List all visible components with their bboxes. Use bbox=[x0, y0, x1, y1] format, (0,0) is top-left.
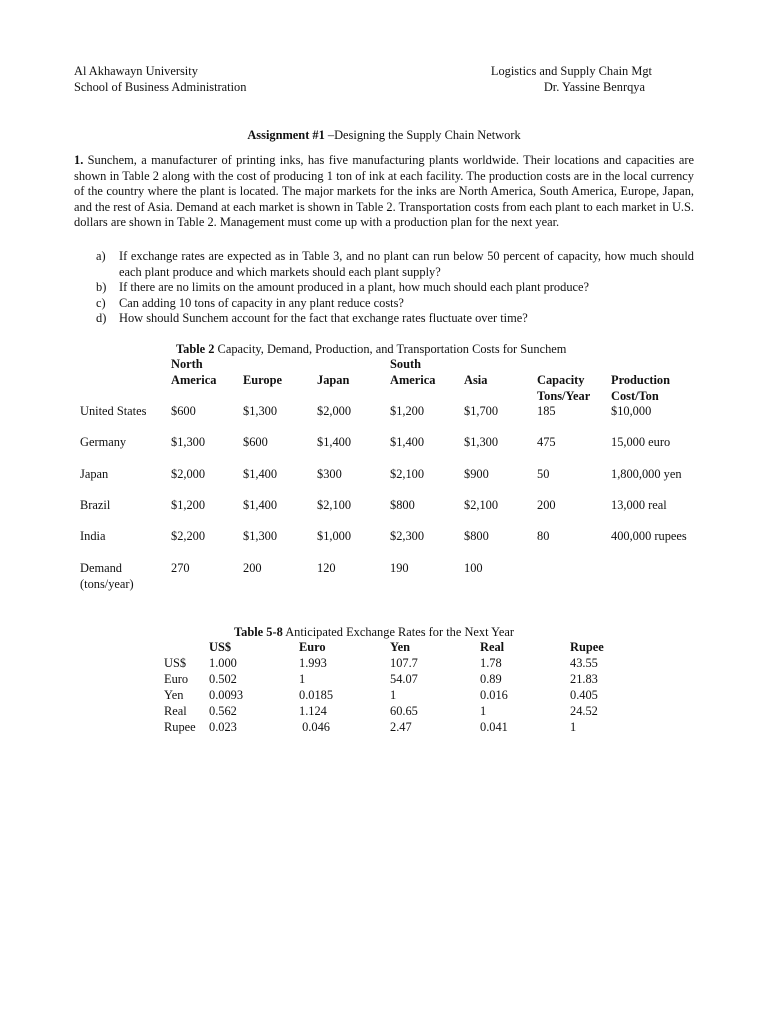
table-cell: $2,000 bbox=[317, 404, 352, 418]
table-cell: 0.405 bbox=[570, 688, 598, 702]
table-cell: 1 bbox=[480, 704, 487, 718]
item-text: How should Sunchem account for the fact that exchange rates fluctuate over time? bbox=[119, 311, 528, 325]
item-label: c) bbox=[96, 295, 106, 310]
header-line: Production bbox=[611, 373, 670, 387]
item-label: a) bbox=[96, 249, 106, 263]
table-cell: 43.55 bbox=[570, 656, 598, 670]
list-item bbox=[96, 311, 694, 327]
table-cell: $300 bbox=[317, 467, 342, 481]
table-cell: $2,100 bbox=[390, 467, 425, 481]
item-label: b) bbox=[96, 280, 107, 294]
row-label: Rupee bbox=[164, 720, 196, 734]
table-cell: $1,300 bbox=[243, 529, 278, 543]
table2-caption bbox=[176, 342, 566, 358]
table3-caption-text: Anticipated Exchange Rates for the Next Year bbox=[282, 625, 515, 639]
table-cell: $1,000 bbox=[317, 529, 352, 543]
table-cell: 24.52 bbox=[570, 704, 598, 718]
school-name: School of Business Administration bbox=[74, 79, 247, 94]
item-text: If there are no limits on the amount produced in a plant, how much should each plant produce? bbox=[119, 280, 590, 294]
table-cell: $800 bbox=[390, 498, 415, 512]
table-cell: 1 bbox=[390, 688, 397, 702]
table-cell: $600 bbox=[243, 435, 268, 449]
question-text: Sunchem, a manufacturer of printing inks, has five manufacturing plants worldwide. Their locations and capacities are shown in Table 2 along with the cost of producing 1 ton of ink at each facility. The production costs are in the local currency of the country where the plant is located. The major markets for the inks are North America, South America, Europe, Japan, and the rest of Asia. Demand at each market is shown in Table 2. Transportation costs from each plant to each market in U.S. dollars are shown in Table 2. Management must come up with a production plan for the next year. bbox=[74, 153, 694, 229]
item-label: d) bbox=[96, 311, 107, 325]
table-cell: $1,700 bbox=[464, 404, 499, 418]
course-name: Logistics and Supply Chain Mgt bbox=[490, 64, 652, 78]
item-text: If exchange rates are expected as in Table 3, and no plant can run below 50 percent of capacity, how much should each plant produce and which markets should each plant supply? bbox=[119, 249, 694, 279]
table-cell: 1.78 bbox=[480, 656, 502, 670]
table-cell: $1,200 bbox=[171, 498, 206, 512]
col-header-north-america bbox=[171, 357, 216, 388]
header-line: Cost/Ton bbox=[611, 388, 659, 403]
table-cell: $600 bbox=[171, 404, 196, 418]
col-header: Real bbox=[480, 640, 505, 654]
table-cell: 0.0185 bbox=[299, 688, 334, 702]
header-left bbox=[74, 64, 246, 95]
table-cell: 60.65 bbox=[390, 704, 418, 718]
header-line: North bbox=[171, 357, 203, 371]
row-label: Germany bbox=[80, 435, 127, 449]
table-cell: 190 bbox=[390, 561, 409, 575]
table-cell: $1,400 bbox=[390, 435, 425, 449]
demand-label-line: Demand bbox=[80, 561, 122, 575]
table-cell: 270 bbox=[171, 561, 190, 575]
table-cell: $1,300 bbox=[243, 404, 278, 418]
demand-label bbox=[80, 561, 134, 592]
item-text: Can adding 10 tons of capacity in any plant reduce costs? bbox=[119, 295, 404, 310]
question-number: 1. bbox=[74, 153, 84, 167]
table-cell: 0.023 bbox=[209, 720, 237, 734]
table-cell: 200 bbox=[537, 498, 556, 512]
header-line: Tons/Year bbox=[537, 388, 591, 403]
table2-caption-text: Capacity, Demand, Production, and Transportation Costs for Sunchem bbox=[214, 342, 567, 356]
table-cell: $2,100 bbox=[464, 498, 499, 512]
table-cell: 21.83 bbox=[570, 672, 598, 686]
table-cell: 0.502 bbox=[209, 672, 237, 686]
row-label: Euro bbox=[164, 672, 189, 686]
table-cell: 0.041 bbox=[480, 720, 508, 734]
table-cell: 0.89 bbox=[480, 672, 502, 686]
table2-caption-label: Table 2 bbox=[176, 342, 215, 356]
table-cell: 1 bbox=[299, 672, 306, 686]
table-cell: $1,300 bbox=[464, 435, 499, 449]
row-label: Yen bbox=[164, 688, 184, 702]
list-item bbox=[96, 296, 694, 312]
header-right bbox=[491, 64, 652, 95]
header-line: South bbox=[390, 357, 421, 371]
table-cell: 200 bbox=[243, 561, 262, 575]
table-cell: 1.993 bbox=[299, 656, 327, 670]
table-cell: $2,100 bbox=[317, 498, 352, 512]
col-header-asia: Asia bbox=[464, 373, 488, 387]
row-label: Real bbox=[164, 704, 187, 718]
table-cell: 1 bbox=[570, 720, 577, 734]
row-label: US$ bbox=[164, 656, 187, 670]
table-cell: $2,200 bbox=[171, 529, 206, 543]
assignment-title bbox=[0, 128, 768, 144]
table-cell: 13,000 real bbox=[611, 498, 667, 512]
table3-caption-label: Table 5-8 bbox=[234, 625, 283, 639]
assignment-subtitle: –Designing the Supply Chain Network bbox=[324, 128, 521, 142]
table-cell: 400,000 rupees bbox=[611, 529, 687, 543]
header-line: Capacity bbox=[537, 373, 585, 387]
row-label: Brazil bbox=[80, 498, 111, 512]
table-cell: 0.0093 bbox=[209, 688, 244, 702]
table-cell: 0.016 bbox=[480, 688, 508, 702]
table-cell: 185 bbox=[537, 404, 556, 418]
row-label: United States bbox=[80, 404, 147, 418]
instructor-name: Dr. Yassine Benrqya bbox=[543, 79, 645, 94]
table-cell: $10,000 bbox=[611, 404, 652, 418]
demand-label-line: (tons/year) bbox=[80, 576, 134, 591]
row-label: India bbox=[80, 529, 106, 543]
col-header-production-cost bbox=[611, 373, 670, 404]
col-header: Yen bbox=[390, 640, 410, 654]
table-cell: 120 bbox=[317, 561, 336, 575]
table-cell: $2,000 bbox=[171, 467, 206, 481]
header-line: America bbox=[171, 372, 217, 387]
col-header-capacity bbox=[537, 373, 590, 404]
table-cell: $800 bbox=[464, 529, 489, 543]
row-label: Japan bbox=[80, 467, 109, 481]
col-header: Rupee bbox=[570, 640, 604, 654]
table-cell: 107.7 bbox=[390, 656, 418, 670]
university-name: Al Akhawayn University bbox=[74, 64, 198, 78]
table-cell: $1,400 bbox=[317, 435, 352, 449]
table-cell: 2.47 bbox=[390, 720, 412, 734]
table-cell: $1,300 bbox=[171, 435, 206, 449]
table-cell: $900 bbox=[464, 467, 489, 481]
col-header-japan: Japan bbox=[317, 373, 350, 387]
assignment-label: Assignment #1 bbox=[247, 128, 325, 142]
col-header: US$ bbox=[209, 640, 232, 654]
table-cell: 475 bbox=[537, 435, 556, 449]
col-header-europe: Europe bbox=[243, 373, 283, 387]
table-cell: 1,800,000 yen bbox=[611, 467, 682, 481]
table-cell: 54.07 bbox=[390, 672, 418, 686]
table-cell: $1,400 bbox=[243, 498, 278, 512]
list-item bbox=[96, 249, 694, 280]
table-cell: 50 bbox=[537, 467, 550, 481]
table-cell: 80 bbox=[537, 529, 550, 543]
question-paragraph bbox=[74, 153, 694, 231]
table-cell: $2,300 bbox=[390, 529, 425, 543]
table-cell: 0.562 bbox=[209, 704, 237, 718]
table-cell: 0.046 bbox=[299, 720, 330, 734]
table-cell: 1.124 bbox=[299, 704, 327, 718]
list-item bbox=[96, 280, 694, 296]
col-header: Euro bbox=[299, 640, 326, 654]
table-cell: $1,200 bbox=[390, 404, 425, 418]
table3-caption bbox=[234, 625, 514, 641]
table-cell: $1,400 bbox=[243, 467, 278, 481]
header-line: America bbox=[390, 372, 436, 387]
question-list bbox=[96, 249, 694, 327]
table-cell: 100 bbox=[464, 561, 483, 575]
table-cell: 1.000 bbox=[209, 656, 237, 670]
table-cell: 15,000 euro bbox=[611, 435, 671, 449]
col-header-south-america bbox=[390, 357, 435, 388]
